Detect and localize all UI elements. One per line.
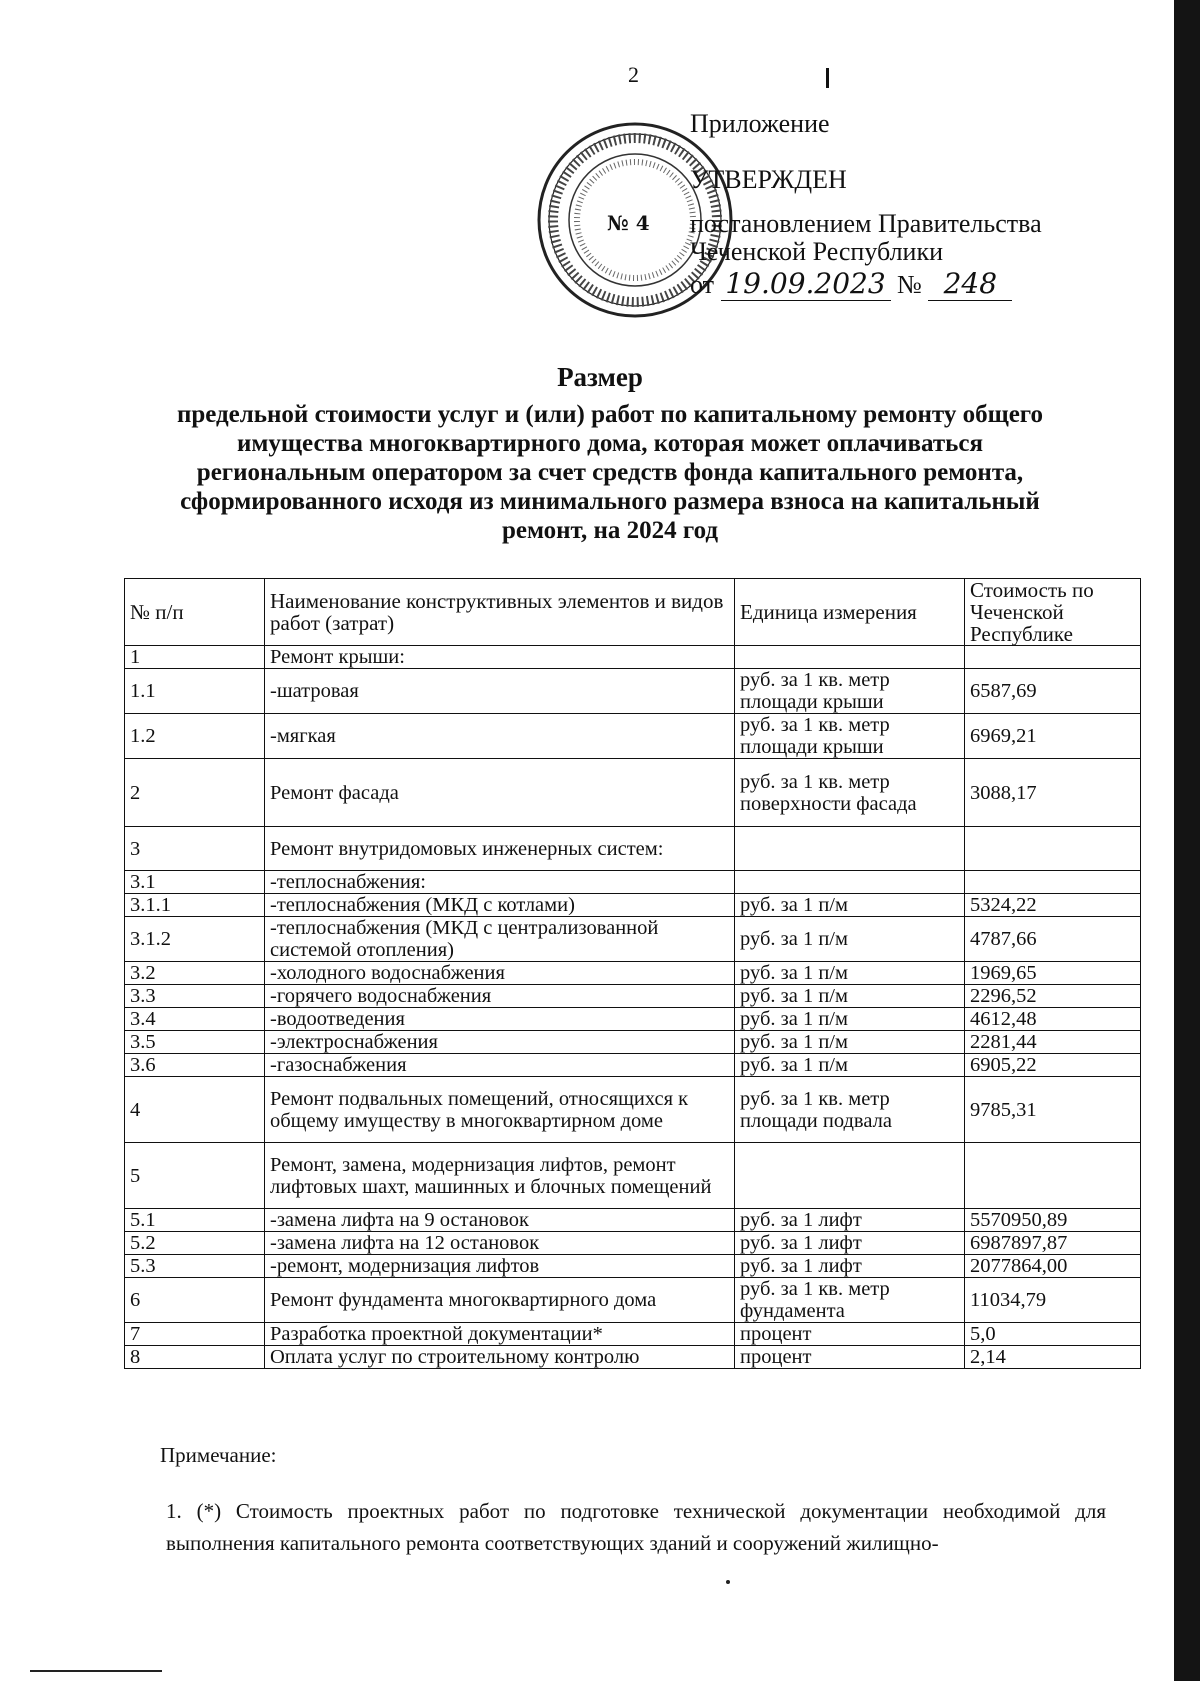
cell-cost [965, 871, 1141, 894]
cell-name: -газоснабжения [265, 1054, 735, 1077]
cell-num: 3.3 [125, 985, 265, 1008]
table-row [125, 714, 1141, 759]
cell-name: Ремонт крыши: [265, 646, 735, 669]
table-row [125, 894, 1141, 917]
cell-cost: 6969,21 [965, 714, 1141, 759]
cell-cost: 5,0 [965, 1323, 1141, 1346]
cell-name: -горячего водоснабжения [265, 985, 735, 1008]
table-row [125, 1031, 1141, 1054]
cell-name: -электроснабжения [265, 1031, 735, 1054]
table-row [125, 646, 1141, 669]
cell-num: 5.1 [125, 1209, 265, 1232]
notes-heading: Примечание: [160, 1443, 277, 1467]
table-row [125, 1346, 1141, 1369]
cell-cost: 2281,44 [965, 1031, 1141, 1054]
cell-num: 3.6 [125, 1054, 265, 1077]
cell-unit: руб. за 1 п/м [735, 894, 965, 917]
cell-num: 1 [125, 646, 265, 669]
cell-cost [965, 827, 1141, 871]
cell-unit: руб. за 1 кв. метр площади подвала [735, 1077, 965, 1143]
cell-num: 2 [125, 759, 265, 827]
cell-name: -замена лифта на 12 остановок [265, 1232, 735, 1255]
cell-unit: руб. за 1 п/м [735, 1054, 965, 1077]
cell-unit: процент [735, 1323, 965, 1346]
cell-cost: 6587,69 [965, 669, 1141, 714]
approval-date-prefix: от [690, 270, 715, 299]
cell-unit: процент [735, 1346, 965, 1369]
cell-cost: 9785,31 [965, 1077, 1141, 1143]
cell-cost: 1969,65 [965, 962, 1141, 985]
seal-label: № 4 [607, 211, 650, 235]
cell-name: -водоотведения [265, 1008, 735, 1031]
table-body [125, 646, 1141, 1369]
cell-num: 3.1.2 [125, 917, 265, 962]
cell-cost: 5324,22 [965, 894, 1141, 917]
cell-unit [735, 646, 965, 669]
cell-unit: руб. за 1 лифт [735, 1255, 965, 1278]
cell-num: 3 [125, 827, 265, 871]
header-cost: Стоимость по Чеченской Республике [965, 579, 1141, 646]
cell-name: Ремонт подвальных помещений, относящихся к общему имуществу в многоквартирном доме [265, 1077, 735, 1143]
margin-mark [826, 68, 829, 88]
table-row [125, 827, 1141, 871]
cell-name: -замена лифта на 9 остановок [265, 1209, 735, 1232]
approval-attachment: Приложение [690, 109, 830, 138]
scan-edge [1174, 0, 1200, 1681]
cell-num: 3.1.1 [125, 894, 265, 917]
page-number: 2 [628, 62, 639, 87]
cell-name: -мягкая [265, 714, 735, 759]
cell-cost: 6987897,87 [965, 1232, 1141, 1255]
header-num: № п/п [125, 579, 265, 646]
cell-name: -холодного водоснабжения [265, 962, 735, 985]
cell-name: -ремонт, модернизация лифтов [265, 1255, 735, 1278]
cell-num: 5 [125, 1143, 265, 1209]
cell-name: -теплоснабжения (МКД с централизованной системой отопления) [265, 917, 735, 962]
cell-num: 3.1 [125, 871, 265, 894]
cell-unit: руб. за 1 кв. метр площади крыши [735, 714, 965, 759]
cell-name: -шатровая [265, 669, 735, 714]
cost-table [124, 578, 1141, 1369]
cell-unit: руб. за 1 п/м [735, 1008, 965, 1031]
cell-cost: 3088,17 [965, 759, 1141, 827]
approval-authority: Чеченской Республики [690, 237, 944, 266]
cell-cost: 11034,79 [965, 1278, 1141, 1323]
cell-cost: 5570950,89 [965, 1209, 1141, 1232]
cell-name: -теплоснабжения (МКД с котлами) [265, 894, 735, 917]
document-subtitle: предельной стоимости услуг и (или) работ по капитальному ремонту общего имущества многоквартирного дома, которая может оплачиваться региональным оператором за счет средств фонда капитального ремонта, сформированного исходя из минимального размера взноса на капитальный ремонт, на 2024 год [176, 401, 1044, 544]
cell-name: Ремонт, замена, модернизация лифтов, ремонт лифтовых шахт, машинных и блочных помещений [265, 1143, 735, 1209]
table-header-row [125, 579, 1141, 646]
cell-cost: 4612,48 [965, 1008, 1141, 1031]
table-row [125, 962, 1141, 985]
cell-unit: руб. за 1 лифт [735, 1209, 965, 1232]
cell-cost: 2,14 [965, 1346, 1141, 1369]
approval-date-line [690, 268, 1030, 301]
table-row [125, 1232, 1141, 1255]
cell-cost [965, 646, 1141, 669]
cell-num: 1.1 [125, 669, 265, 714]
table-row [125, 1143, 1141, 1209]
approval-number-prefix: № [897, 270, 922, 299]
cell-num: 5.2 [125, 1232, 265, 1255]
cell-num: 8 [125, 1346, 265, 1369]
table-row [125, 1323, 1141, 1346]
cell-name: -теплоснабжения: [265, 871, 735, 894]
document-title: Размер [557, 362, 643, 392]
footer-line [30, 1670, 162, 1672]
cell-cost: 6905,22 [965, 1054, 1141, 1077]
cell-num: 1.2 [125, 714, 265, 759]
header-unit: Единица измерения [735, 579, 965, 646]
cell-num: 6 [125, 1278, 265, 1323]
cell-unit: руб. за 1 лифт [735, 1232, 965, 1255]
cell-unit [735, 827, 965, 871]
cell-name: Разработка проектной документации* [265, 1323, 735, 1346]
table-row [125, 1209, 1141, 1232]
cell-name: Ремонт внутридомовых инженерных систем: [265, 827, 735, 871]
table-row [125, 759, 1141, 827]
cell-unit: руб. за 1 п/м [735, 917, 965, 962]
cell-num: 4 [125, 1077, 265, 1143]
cell-unit: руб. за 1 кв. метр фундамента [735, 1278, 965, 1323]
table-row [125, 1008, 1141, 1031]
cell-num: 7 [125, 1323, 265, 1346]
cell-unit: руб. за 1 п/м [735, 962, 965, 985]
cell-cost: 2077864,00 [965, 1255, 1141, 1278]
header-name: Наименование конструктивных элементов и видов работ (затрат) [265, 579, 735, 646]
approval-number: 248 [928, 268, 1012, 301]
cell-num: 3.4 [125, 1008, 265, 1031]
cell-unit: руб. за 1 кв. метр поверхности фасада [735, 759, 965, 827]
table-row [125, 985, 1141, 1008]
cell-cost: 4787,66 [965, 917, 1141, 962]
approval-resolution: постановлением Правительства [690, 209, 1042, 238]
cell-num: 3.5 [125, 1031, 265, 1054]
cell-unit: руб. за 1 кв. метр площади крыши [735, 669, 965, 714]
cell-num: 5.3 [125, 1255, 265, 1278]
table-row [125, 1054, 1141, 1077]
table-row [125, 917, 1141, 962]
cell-name: Ремонт фундамента многоквартирного дома [265, 1278, 735, 1323]
table-row [125, 1278, 1141, 1323]
cell-cost: 2296,52 [965, 985, 1141, 1008]
scan-speck [726, 1580, 730, 1584]
cell-unit: руб. за 1 п/м [735, 1031, 965, 1054]
cell-name: Ремонт фасада [265, 759, 735, 827]
cell-unit [735, 1143, 965, 1209]
cell-unit [735, 871, 965, 894]
cell-cost [965, 1143, 1141, 1209]
cell-name: Оплата услуг по строительному контролю [265, 1346, 735, 1369]
approval-date: 19.09.2023 [721, 268, 891, 301]
table-row [125, 1077, 1141, 1143]
table-row [125, 669, 1141, 714]
cell-num: 3.2 [125, 962, 265, 985]
note-item-1: 1. (*) Стоимость проектных работ по подготовке технической документации необходимой для выполнения капитального ремонта соответствующих зданий и сооружений жилищно- [166, 1499, 1106, 1555]
table-row [125, 871, 1141, 894]
approval-approved: УТВЕРЖДЕН [690, 165, 847, 194]
cell-unit: руб. за 1 п/м [735, 985, 965, 1008]
table-row [125, 1255, 1141, 1278]
